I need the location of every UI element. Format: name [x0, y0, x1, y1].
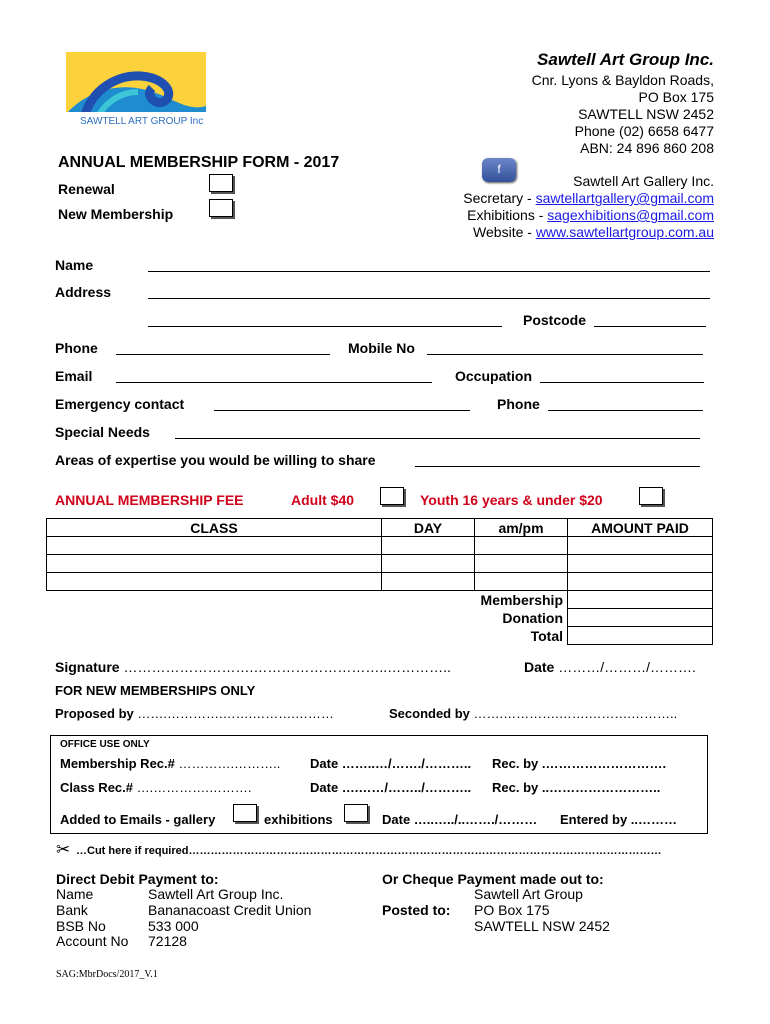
- debit-account-label: Account No: [56, 933, 129, 949]
- document-footer: SAG:MbrDocs/2017_V.1: [56, 969, 158, 980]
- debit-account-value: 72128: [148, 933, 187, 949]
- amount-paid-header: AMOUNT PAID: [568, 519, 713, 537]
- renewal-checkbox[interactable]: [209, 174, 233, 192]
- office-heading: OFFICE USE ONLY: [60, 739, 150, 750]
- donation-label: Donation: [502, 609, 563, 626]
- signature-date[interactable]: [524, 659, 696, 675]
- cheque-payee: Sawtell Art Group: [474, 886, 583, 902]
- cut-here-text: …Cut here if required…………………………………………………………………………………………………………………: [76, 845, 662, 857]
- new-memberships-heading: FOR NEW MEMBERSHIPS ONLY: [55, 683, 256, 698]
- adult-fee-checkbox[interactable]: [380, 487, 404, 505]
- entered-by-field[interactable]: Entered by ..………: [560, 812, 678, 827]
- postcode-field[interactable]: [594, 326, 706, 327]
- exhibitions-label-office: exhibitions: [264, 812, 333, 827]
- proposed-by-label: Proposed by: [55, 706, 134, 721]
- proposed-by-field[interactable]: [55, 706, 334, 721]
- facebook-icon[interactable]: f: [482, 158, 516, 182]
- class-header: CLASS: [47, 519, 382, 537]
- membership-rec-dots: ………….………..: [178, 756, 281, 771]
- new-membership-label: New Membership: [58, 206, 174, 222]
- secretary-line: [463, 190, 714, 206]
- class-rec-field[interactable]: [60, 780, 251, 795]
- membership-label: Membership: [47, 591, 568, 609]
- posted-to-label: Posted to:: [382, 902, 451, 918]
- membership-rec-label: Membership Rec.#: [60, 756, 175, 771]
- expertise-field[interactable]: [415, 466, 700, 467]
- exhibitions-email-link[interactable]: sagexhibitions@gmail.com: [547, 207, 714, 223]
- signature-label: Signature: [55, 659, 120, 675]
- debit-bsb-label: BSB No: [56, 918, 106, 934]
- debit-bank-label: Bank: [56, 902, 88, 918]
- membership-rec-field[interactable]: [60, 756, 280, 771]
- posted-address-1: PO Box 175: [474, 902, 550, 918]
- special-needs-field[interactable]: [175, 438, 700, 439]
- signature-line[interactable]: [55, 659, 451, 675]
- debit-bank-value: Bananacoast Credit Union: [148, 902, 312, 918]
- org-name: Sawtell Art Group Inc.: [537, 50, 714, 69]
- table-row[interactable]: [47, 573, 713, 591]
- office-date-2[interactable]: Date ….……/……../………..: [310, 780, 472, 795]
- proposed-by-dots: …….………….…….……….………: [137, 706, 334, 721]
- total-amount[interactable]: [568, 627, 713, 645]
- emergency-label: Emergency contact: [55, 396, 185, 412]
- signature-dots: ……………………….………………………..…………..: [123, 659, 451, 675]
- gallery-name: Sawtell Art Gallery Inc.: [573, 173, 714, 189]
- debit-name-label: Name: [56, 886, 94, 902]
- new-membership-checkbox[interactable]: [209, 199, 233, 217]
- seconded-by-label: Seconded by: [389, 706, 470, 721]
- table-row[interactable]: [47, 537, 713, 555]
- special-needs-label: Special Needs: [55, 424, 150, 440]
- posted-address-2: SAWTELL NSW 2452: [474, 918, 610, 934]
- office-date-3[interactable]: Date …..…../..……./………: [382, 812, 538, 827]
- debit-name-value: Sawtell Art Group Inc.: [148, 886, 284, 902]
- debit-bsb-value: 533 000: [148, 918, 199, 934]
- org-address2: PO Box 175: [638, 89, 714, 105]
- class-table: [46, 518, 713, 645]
- secretary-email-link[interactable]: sawtellartgallery@gmail.com: [535, 190, 714, 206]
- cheque-heading: Or Cheque Payment made out to:: [382, 871, 604, 887]
- gallery-email-checkbox[interactable]: [233, 804, 257, 822]
- org-address3: SAWTELL NSW 2452: [578, 106, 714, 122]
- address-field-2[interactable]: [148, 326, 502, 327]
- seconded-by-dots: …….………….…….……….………..: [473, 706, 678, 721]
- org-abn: ABN: 24 896 860 208: [580, 140, 714, 156]
- added-to-emails-label: Added to Emails - gallery: [60, 812, 216, 827]
- membership-amount[interactable]: [568, 591, 713, 609]
- emergency-phone-label: Phone: [497, 396, 540, 412]
- debit-heading: Direct Debit Payment to:: [56, 871, 219, 887]
- name-field[interactable]: [148, 271, 710, 272]
- donation-row: [47, 609, 713, 627]
- emergency-phone-field[interactable]: [548, 410, 703, 411]
- seconded-by-field[interactable]: [389, 706, 677, 721]
- mobile-label: Mobile No: [348, 340, 415, 356]
- signature-date-dots: ………/………/……….: [558, 659, 696, 675]
- fee-label: ANNUAL MEMBERSHIP FEE: [55, 492, 244, 508]
- phone-label: Phone: [55, 340, 98, 356]
- phone-field[interactable]: [116, 354, 330, 355]
- day-header: DAY: [382, 519, 475, 537]
- adult-fee-label: Adult $40: [291, 492, 355, 508]
- table-row[interactable]: [47, 555, 713, 573]
- org-phone: Phone (02) 6658 6477: [574, 123, 714, 139]
- address-field-1[interactable]: [148, 298, 710, 299]
- form-title: ANNUAL MEMBERSHIP FORM - 2017: [58, 154, 340, 171]
- office-rec-by-2[interactable]: Rec. by ..……………………..: [492, 780, 661, 795]
- signature-date-label: Date: [524, 659, 555, 675]
- mobile-field[interactable]: [427, 354, 703, 355]
- website-link[interactable]: www.sawtellartgroup.com.au: [535, 224, 714, 240]
- org-address1: Cnr. Lyons & Bayldon Roads,: [531, 72, 714, 88]
- scissors-icon: ✂: [56, 840, 71, 859]
- donation-amount[interactable]: [568, 609, 713, 627]
- website-line: [473, 224, 714, 240]
- youth-fee-checkbox[interactable]: [639, 487, 663, 505]
- exhibitions-label: Exhibitions -: [467, 207, 548, 223]
- email-label: Email: [55, 368, 93, 384]
- expertise-label: Areas of expertise you would be willing to share: [55, 452, 376, 468]
- address-label: Address: [55, 284, 112, 300]
- secretary-label: Secretary -: [463, 190, 536, 206]
- website-label: Website -: [473, 224, 536, 240]
- occupation-field[interactable]: [540, 382, 704, 383]
- table-header-row: [47, 519, 713, 537]
- logo-caption: SAWTELL ART GROUP Inc: [80, 116, 204, 127]
- emergency-field[interactable]: [214, 410, 470, 411]
- ampm-header: am/pm: [475, 519, 568, 537]
- class-rec-dots: ….………….……….: [136, 780, 252, 795]
- total-row: [47, 627, 713, 645]
- youth-fee-label: Youth 16 years & under $20: [420, 492, 603, 508]
- membership-row: [47, 591, 713, 609]
- email-field[interactable]: [116, 382, 432, 383]
- total-label: Total: [530, 627, 563, 644]
- occupation-label: Occupation: [455, 368, 533, 384]
- office-date-1[interactable]: Date ……..…/……./………..: [310, 756, 472, 771]
- postcode-label: Postcode: [523, 312, 587, 328]
- renewal-label: Renewal: [58, 181, 115, 197]
- exhibitions-email-checkbox[interactable]: [344, 804, 368, 822]
- name-label: Name: [55, 257, 94, 273]
- class-rec-label: Class Rec.#: [60, 780, 133, 795]
- exhibitions-line: [467, 207, 714, 223]
- office-rec-by-1[interactable]: Rec. by .……………………….: [492, 756, 667, 771]
